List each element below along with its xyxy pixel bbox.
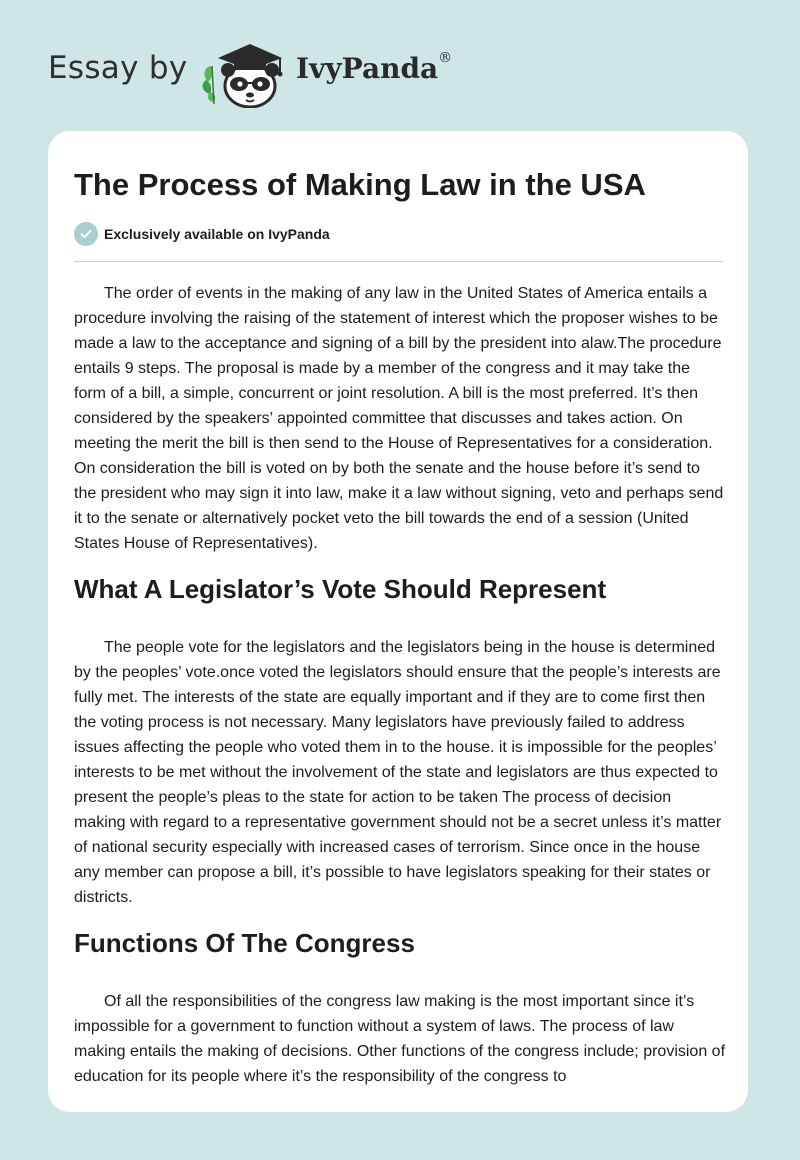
essay-card [48,131,748,1112]
legislator-vote-paragraph: The people vote for the legislators and the legislators being in the house is determined by the peoples’ vote.once voted the legislators should ensure that the people’s interests are fully met. The interests of the state are equally important and if they are to come first then the voting process is not necessary. Many legislators have previously failed to address issues affecting the people who voted them in to the house. it is impossible for the peoples’ interests to be met without the involvement of the state and legislators are thus expected to present the people’s pleas to the state for action to be taken The process of decision making with regard to a representative government should not be a secret unless it’s matter of national security especially with increased cases of terrorism. Since once in the house any member can propose a bill, it’s possible to have legislators speaking for their states or districts. [74,639,722,906]
exclusive-badge-label: Exclusively available on IvyPanda [104,226,330,242]
panda-graduate-icon[interactable] [200,36,292,108]
section-heading-legislator-vote: What A Legislator’s Vote Should Represent [74,574,607,604]
exclusive-badge [74,222,330,246]
essay-by-label: Essay by [48,50,188,86]
site-header [0,0,800,130]
registered-mark: ® [438,50,453,66]
essay-body [74,281,726,1089]
brand-logo-text[interactable] [296,52,452,85]
congress-functions-paragraph: Of all the responsibilities of the congress law making is the most important since it’s impossible for a government to function without a system of laws. The process of law making entails the making of decisions. Other functions of the congress include; provision of education for its people where it’s the responsibility of the congress to [74,993,726,1085]
intro-paragraph: The order of events in the making of any law in the United States of America entails a procedure involving the raising of the statement of interest which the proposer wishes to be made a law to the acceptance and signing of a bill by the president into alaw.The procedure entails 9 steps. The proposal is made by a member of the congress and it may take the form of a bill, a simple, concurrent or joint resolution. A bill is the most preferred. It’s then considered by the speakers’ appointed committee that discusses and takes action. On meeting the merit the bill is then send to the House of Representatives for a consideration. On consideration the bill is voted on by both the senate and the house before it’s send to the president who may sign it into law, make it a law without signing, veto and perhaps send it to the senate or alternatively pocket veto the bill towards the end of a session (United States House of Representatives). [74,285,724,552]
page-title: The Process of Making Law in the USA [74,167,646,202]
brand-name: IvyPanda [296,52,439,85]
section-heading-congress-functions: Functions Of The Congress [74,928,415,958]
title-divider [74,261,723,262]
check-circle-icon [74,222,98,246]
